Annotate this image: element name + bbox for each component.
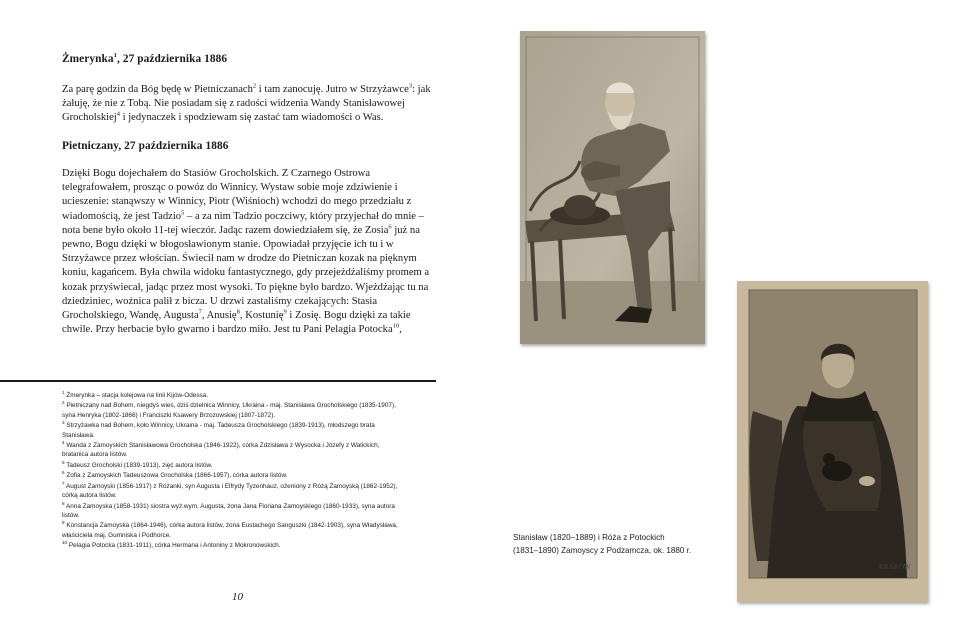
portrait-photo-man: [520, 31, 705, 344]
footnote-ref: 6: [388, 223, 392, 231]
studio-mark: KRAKÓW: [879, 563, 911, 571]
text-run: i Zosię. Bogu dzięki za takie chwile. Przy herbacie było gwarno i bardzo miło. Jest tu Pani Pelagia Potocka: [62, 310, 411, 336]
footnote-number: 2: [62, 400, 65, 406]
text-run: ,: [399, 324, 402, 336]
text-run: już na pewno, Bogu dzięki w błogosławionym stanie. Opowiadał przyjęcie ich tu i w Strzyżawce przez włościan. Świecił nam w drodze do Pietniczan kozak na pięknym koniu, kagańcem. Była chwila widoku fantastycznego, gdy przejeżdżaliśmy promem a kozak przyświecał, jadąc przez most wysoki. To piękne było bardzo. Wjeżdżając tu na dziedziniec, woźnica palił z bicza. U drzwi zastaliśmy czekających: Stasia Grocholskiego, Wandę, Augusta: [62, 224, 430, 322]
text-run: : jak żałuję, że nie z Tobą. Nie posiadam się z radości widzenia Wandy Stanisławowej Grocholskiej: [62, 84, 431, 124]
text-run: – a za nim Tadzio poczciwy, który przyjechał do mnie – nota bene było około 11-tej wieczór. Jadąc razem dowiedziałem się, że Zosia: [62, 210, 424, 236]
footnote-divider: [0, 380, 436, 382]
footnote-text: Zofia z Zamoyskich Tadeuszowa Grocholska (1866-1957), córka autora listów.: [64, 472, 288, 480]
footnote-item: [62, 502, 402, 521]
footnote-number: 7: [62, 480, 65, 486]
portrait-woman-illustration: [737, 281, 928, 602]
caption-line-1: Stanisław (1820–1889) i Róża z Potockich: [513, 533, 665, 542]
footnote-text: Żmerynka – stacja kolejowa na linii Kijów-Odessa.: [64, 392, 209, 399]
text-run: , Anusię: [201, 310, 237, 322]
footnote-ref: 10: [392, 322, 400, 330]
entry-heading-zmerynka: Żmerynka$^1$, 27 października 1886: [62, 52, 228, 65]
text-run: i jedynaczek i spodziewam się zastać tam wiadomości o Was.: [119, 112, 384, 124]
footnote-ref: 4: [116, 110, 120, 118]
footnote-number: 5: [62, 459, 65, 465]
footnote-text: Pelagia Potocka (1831-1911), córka Hermana i Antoniny z Mokronowskich.: [67, 542, 281, 550]
portrait-man-illustration: [520, 31, 705, 344]
entry-heading-pietniczany: Pietniczany, 27 października 1886: [62, 140, 229, 152]
footnote-number: 9: [62, 520, 65, 526]
entry-paragraph-zmerynka: [62, 83, 434, 126]
footnote-number: 8: [62, 500, 65, 506]
footnote-number: 10: [62, 540, 68, 546]
footnote-text: August Zamoyski (1856-1917) z Różanki, syn Augusta i Elfrydy Tyzenhauz, ożeniony z Różą Zamoyską (1862-1952), córką autora listów.: [62, 482, 398, 500]
footnote-text: Konstancja Zamoyska (1864-1946), córka autora listów, żona Eustachego Sanguszki (1842-1903), syna Władysława, właściciela maj. Gumniska i Podhorce.: [62, 522, 398, 539]
caption-line-2: (1831–1890) Zamoyscy z Podzamcza, ok. 1880 r.: [513, 545, 692, 555]
footnote-number: 6: [62, 470, 65, 476]
footnote-item: [62, 391, 402, 400]
footnote-item: [62, 421, 402, 440]
footnote-text: Wanda z Zamoyskich Stanisławowa Grocholska (1846-1922), córka Zdzisława z Wysocka i Józefy z Walickich, bratanica autora listów.: [62, 442, 380, 459]
footnote-ref: 3: [408, 82, 413, 90]
footnote-item: [62, 541, 402, 550]
text-run: , Kostunię: [239, 310, 284, 322]
footnote-item: [62, 461, 402, 470]
text-run: Za parę godzin da Bóg będę w Pietniczanach: [62, 84, 253, 95]
footnote-item: [62, 521, 402, 540]
footnote-number: 4: [62, 439, 65, 445]
footnote-ref: 7: [198, 308, 202, 316]
footnote-text: Tadeusz Grocholski (1839-1913), zięć autora listów.: [64, 461, 213, 469]
footnotes: [62, 391, 402, 552]
footnote-ref: 5: [181, 209, 185, 217]
text-run: i tam zanocuję. Jutro w Strzyżawce: [256, 84, 409, 95]
footnote-number: 1: [62, 389, 65, 395]
footnote-item: [62, 401, 402, 420]
footnote-item: [62, 482, 402, 501]
footnote-ref: 9: [283, 308, 287, 316]
footnote-text: Anna Zamoyska (1858-1931) siostra wyż.wym. Augusta, żona Jana Floriana Zamoyskiego (1860-1933), syna autora listów.: [62, 502, 395, 519]
footnote-ref: 8: [236, 308, 240, 316]
entry-paragraph-pietniczany: [62, 167, 434, 337]
footnote-number: 3: [62, 420, 65, 426]
photo-caption: [513, 532, 723, 557]
portrait-photo-woman: [737, 281, 928, 602]
footnote-text: Pietniczany nad Bohem, niegdyś wieś, dziś dzielnica Winnicy, Ukraina - maj. Stanisława Grocholskiego (1835-1907), syna Henryka (1802-1866) i Franciszki Ksawery Brzozowskiej (1807-1872).: [62, 402, 396, 419]
footnote-item: [62, 441, 402, 460]
footnote-ref: 2: [252, 82, 257, 90]
page-number: 10: [232, 591, 243, 603]
footnote-item: [62, 471, 402, 480]
footnote-text: Strzyżawka nad Bohem, koło Winnicy, Ukraina - maj. Tadeusza Grocholskiego (1839-1913), młodszego brata Stanisława.: [62, 422, 375, 439]
text-run: Dzięki Bogu dojechałem do Stasiów Grocholskich. Z Czarnego Ostrowa telegrafowałem, prosząc o powóz do Winnicy. Wystaw sobie moje zdziwienie i ucieszenie: stanąwszy w Winnicy, Piotr (Wiśnioch) wchodzi do mego przedziału z wiadomością, że jest Tadzio: [62, 168, 412, 222]
